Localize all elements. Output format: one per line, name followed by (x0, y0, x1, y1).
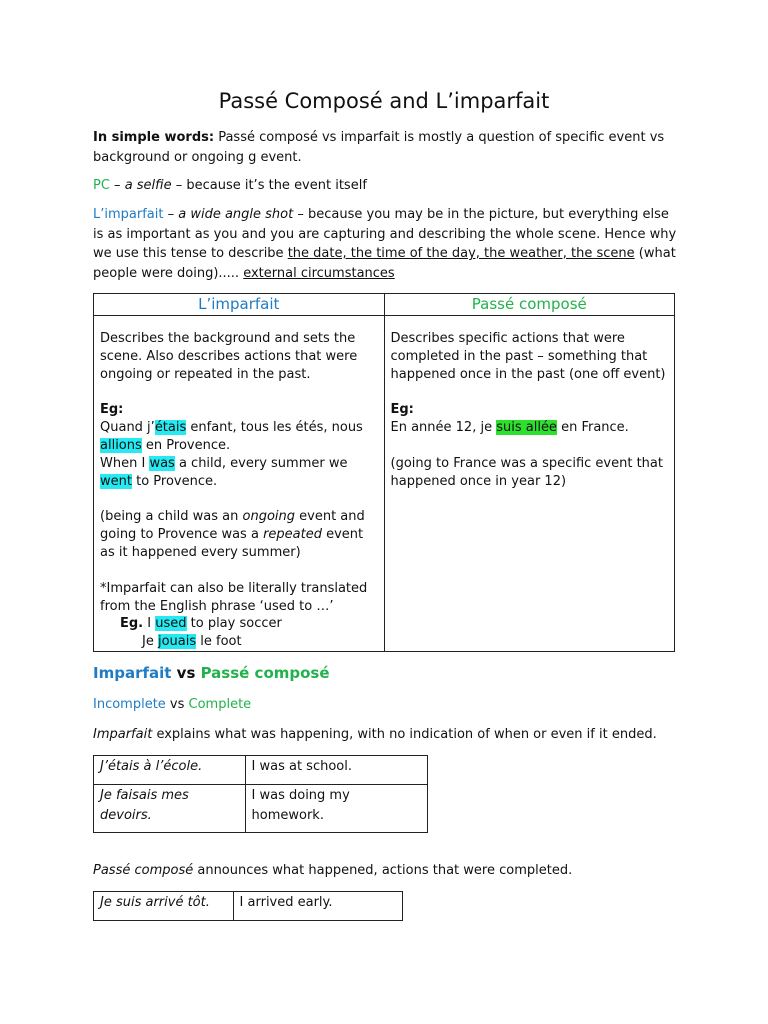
imparfait-cell (94, 316, 385, 652)
text: When I (100, 455, 150, 471)
pc-rest: – because it’s the event itself (171, 178, 367, 193)
highlight-jouais: jouais (157, 634, 197, 650)
imparfait-dash: – (163, 207, 179, 222)
table-cell-fr: Je faisais mes devoirs. (94, 785, 246, 833)
text: event and going to Provence was a (100, 509, 365, 543)
text: en Provence. (141, 437, 231, 453)
imparfait-example-en (100, 455, 378, 491)
imparfait-metaphor: a wide angle shot (178, 207, 294, 222)
heading-imparfait: Imparfait (93, 664, 172, 682)
header-passe-compose: Passé composé (384, 294, 675, 316)
eg-label: Eg. (120, 616, 144, 632)
highlight-used: used (155, 616, 187, 632)
imparfait-underlined-1: the date, the time of the day, the weather, the scene (287, 246, 635, 261)
imparfait-eg-label: Eg: (100, 402, 124, 418)
highlight-suis-allee: suis allée (496, 420, 557, 436)
passe-compose-note: (going to France was a specific event that happened once in year 12) (390, 455, 663, 489)
pc-paragraph (93, 176, 683, 196)
imparfait-rest: – because you may be in the picture, but everything else is as important as you and you are capturing and describing the whole scene. Hence why we use this tense to describe (93, 207, 677, 261)
pc-italic-term: Passé composé (93, 863, 194, 878)
imparfait-examples-table (93, 755, 428, 833)
intro-paragraph (93, 128, 683, 167)
intro-label: In simple words: (93, 130, 215, 145)
imparfait-example-fr (100, 419, 378, 455)
passe-compose-description: Describes specific actions that were completed in the past – something that happened once in the past (one off event) (390, 331, 666, 382)
imparfait-paragraph (93, 205, 683, 283)
text: a child, every summer we (174, 455, 348, 471)
highlight-was: was (149, 455, 175, 471)
italic-ongoing: ongoing (242, 509, 296, 525)
text: to Provence. (131, 473, 218, 489)
header-imparfait: L’imparfait (94, 294, 385, 316)
text: Je (142, 634, 158, 650)
passe-compose-eg-label: Eg: (390, 402, 414, 418)
table-cell-en: I was at school. (245, 756, 427, 785)
table-cell-fr: J’étais à l’école. (94, 756, 246, 785)
pc-term: PC (93, 178, 110, 193)
imparfait-term: L’imparfait (93, 207, 164, 222)
imparfait-italic-term: Imparfait (93, 727, 153, 742)
heading-passe-compose: Passé composé (200, 664, 330, 682)
table-cell-en: I arrived early. (233, 892, 402, 921)
imparfait-literal-note: *Imparfait can also be literally translated from the English phrase ‘used to …’ (100, 580, 368, 614)
table-cell-fr: Je suis arrivé tôt. (94, 892, 234, 921)
pc-explanation-text: announces what happened, actions that were completed. (193, 863, 573, 878)
text: I (143, 616, 156, 632)
subheading (93, 695, 683, 715)
imparfait-example-used (100, 615, 378, 633)
pc-metaphor: a selfie (124, 178, 172, 193)
imparfait-example-jouais (100, 633, 378, 651)
heading-vs: vs (171, 664, 201, 682)
imparfait-underlined-2: external circumstances (243, 265, 395, 281)
text: enfant, tous les étés, nous (186, 420, 363, 436)
text: Quand j’ (100, 420, 155, 436)
italic-repeated: repeated (263, 527, 322, 543)
page-title: Passé Composé and L’imparfait (218, 89, 550, 113)
table-cell-en: I was doing my homework. (245, 785, 427, 833)
passe-compose-examples-table (93, 891, 403, 921)
sub-complete: Complete (188, 697, 252, 712)
text: event as it happened every summer) (100, 527, 364, 560)
passe-compose-cell (384, 316, 675, 652)
text: en France. (556, 420, 629, 436)
comparison-table (93, 293, 675, 652)
sub-vs: vs (165, 697, 189, 712)
imparfait-note (100, 508, 378, 561)
imparfait-explanation-text: explains what was happening, with no indication of when or even if it ended. (152, 727, 657, 742)
sub-incomplete: Incomplete (93, 697, 166, 712)
text: En année 12, je (390, 420, 497, 436)
highlight-allions: allions (100, 437, 142, 453)
passe-compose-example (391, 419, 669, 437)
text: le foot (196, 634, 242, 650)
text: (being a child was an (100, 509, 243, 525)
imparfait-explanation (93, 725, 683, 745)
text: to play soccer (186, 616, 282, 632)
passe-compose-explanation (93, 861, 683, 881)
pc-dash: – (109, 178, 125, 193)
imparfait-description: Describes the background and sets the scene. Also describes actions that were ongoing or repeated in the past. (100, 331, 358, 382)
intro-text: Passé composé vs imparfait is mostly a question of specific event vs background or ongoing g event. (93, 130, 665, 165)
section-heading (93, 664, 330, 682)
highlight-etais: étais (154, 420, 187, 436)
highlight-went: went (100, 473, 132, 489)
imparfait-rest-2: (what people were doing)..... (93, 246, 676, 281)
